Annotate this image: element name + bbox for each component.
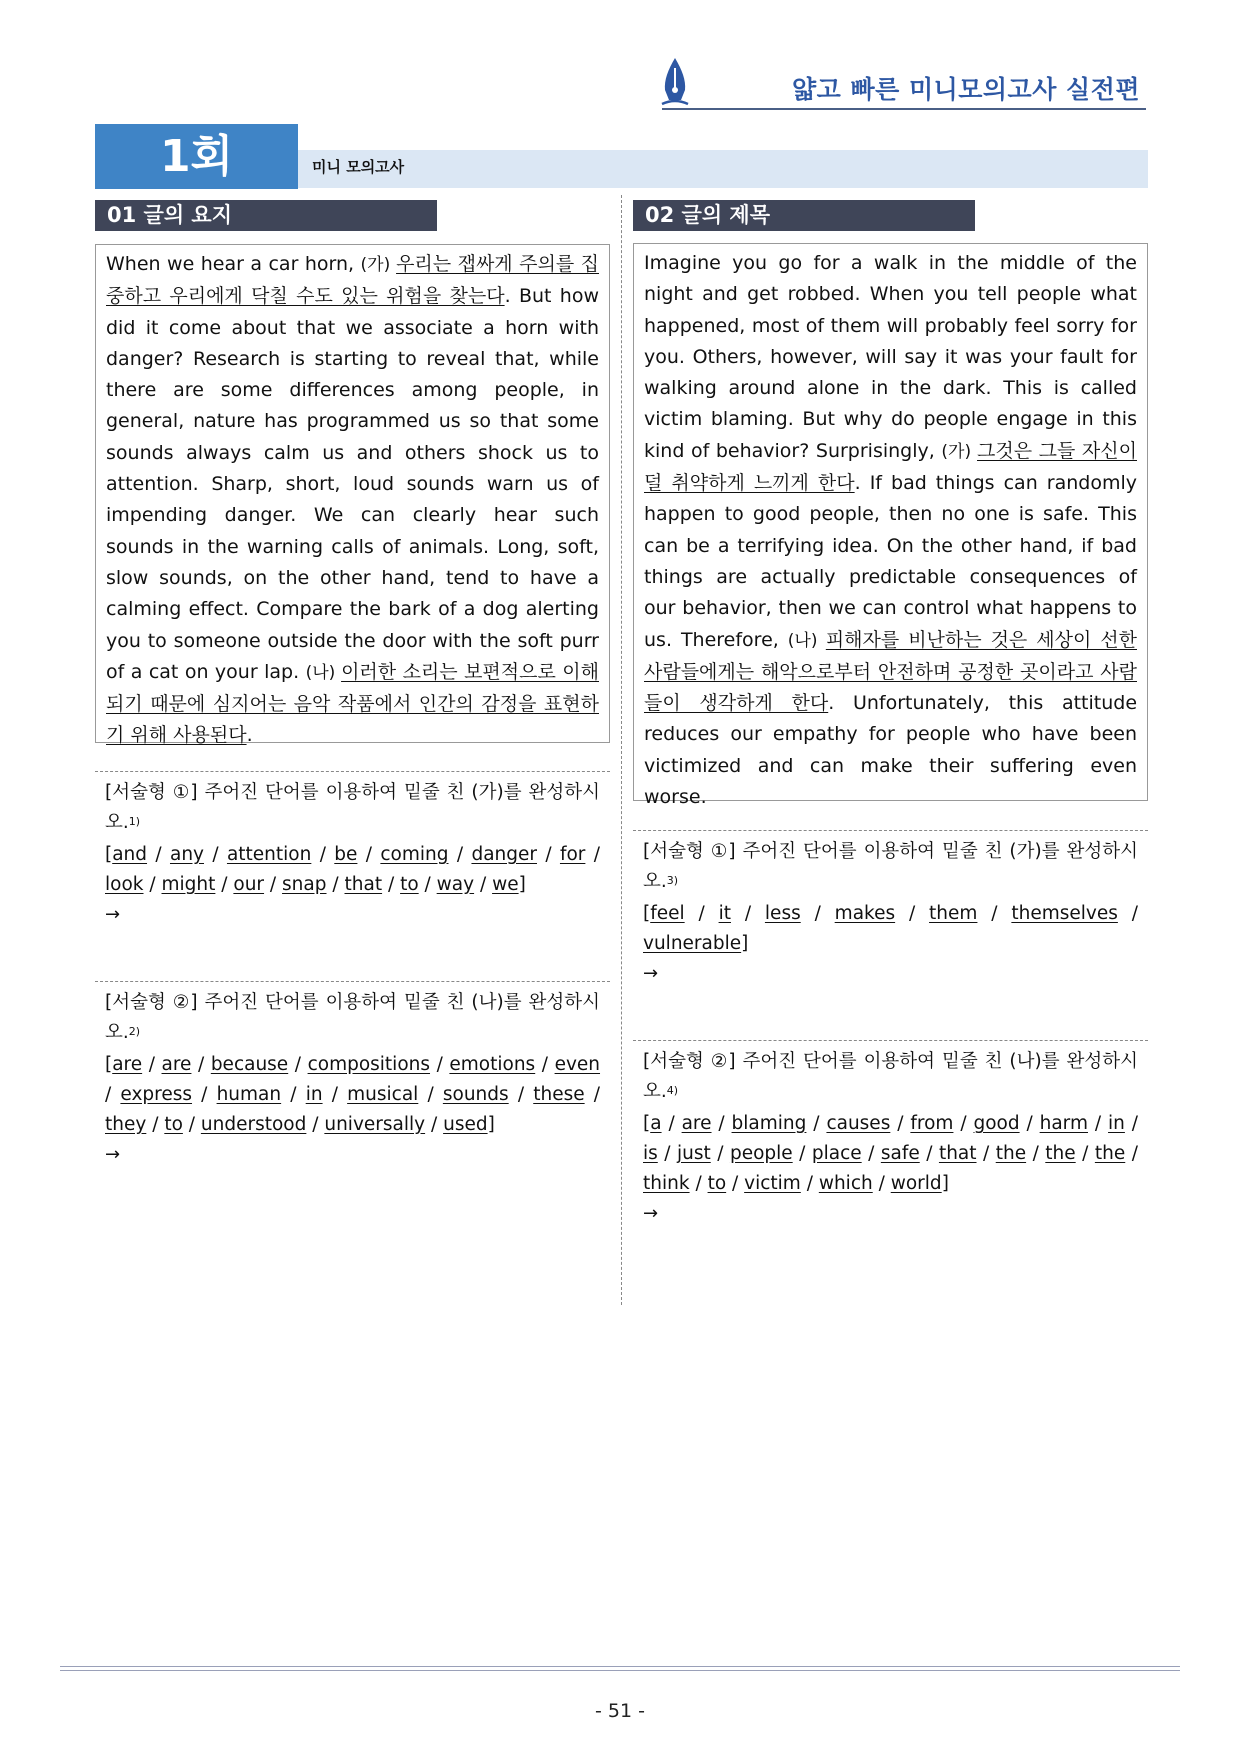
word-bank-item: from (910, 1113, 954, 1134)
word-bank-item: in (1108, 1113, 1125, 1134)
question-text: [서술형 ②] 주어진 단어를 이용하여 밑줄 친 (나)를 완성하시오. (643, 1051, 1138, 1102)
footer-divider (60, 1666, 1180, 1671)
word-bank-item: less (764, 903, 801, 924)
word-bank-item: victim (744, 1173, 801, 1194)
answer-arrow[interactable]: → (105, 904, 121, 925)
word-bank-item: are (161, 1054, 192, 1075)
word-bank-item: harm (1039, 1113, 1088, 1134)
word-bank-item: to (164, 1114, 183, 1135)
marker-ga: (가) (941, 441, 978, 462)
word-bank-item: and (112, 844, 148, 865)
word-bank-item: it (718, 903, 731, 924)
word-bank-item: any (169, 844, 204, 865)
round-label: 미니 모의고사 (312, 158, 405, 176)
word-bank-item: just (676, 1143, 711, 1164)
fountain-pen-nib-icon (660, 56, 690, 108)
underlined-part-na: 이러한 소리는 보편적으로 이해되기 때문에 심지어는 음악 작품에서 인간의 감정을 표현하기 위해 사용된다 (106, 660, 599, 747)
word-bank-item: understood (200, 1114, 307, 1135)
header-title: 얇고 빠른 미니모의고사 실전편 (791, 75, 1140, 104)
word-bank-item: causes (826, 1113, 891, 1134)
word-bank-item: because (210, 1054, 289, 1075)
word-bank-item: human (216, 1084, 282, 1105)
round-label-strip (298, 150, 1148, 188)
question-block (633, 1040, 1148, 1229)
word-bank-item: place (811, 1143, 862, 1164)
passage-text: When we hear a car horn, (106, 253, 361, 275)
word-bank-item: danger (471, 844, 537, 865)
word-bank-item: snap (282, 874, 327, 895)
word-bank-item: attention (226, 844, 312, 865)
marker-na: (나) (787, 630, 826, 651)
word-bank-item: is (643, 1143, 658, 1164)
passage-text: . (246, 724, 253, 747)
question-text: [서술형 ①] 주어진 단어를 이용하여 밑줄 친 (가)를 완성하시오. (105, 782, 600, 833)
section-heading-main-idea: 01 글의 요지 (95, 200, 437, 231)
word-bank-item: the (995, 1143, 1027, 1164)
word-bank-item: way (436, 874, 475, 895)
section-heading-title: 02 글의 제목 (633, 200, 975, 231)
marker-ga: (가) (360, 255, 397, 275)
word-bank-item: themselves (1011, 903, 1118, 924)
word-bank-item: for (559, 844, 586, 865)
word-bank-item: in (305, 1084, 323, 1105)
word-bank: [and / any / attention / be / coming / danger / for / look / might / our / snap / that / to / way / we] (105, 844, 600, 895)
word-bank-item: are (681, 1113, 712, 1134)
question-block (95, 981, 610, 1170)
question-block (95, 771, 610, 930)
word-bank-item: emotions (449, 1054, 536, 1075)
word-bank-item: think (643, 1173, 690, 1194)
word-bank-item: blaming (731, 1113, 807, 1134)
passage-text: . If bad things can randomly happen to good people, then no one is safe. This can be a terrifying idea. On the other hand, if bad things are actually predictable consequences of our behavior, then we can control what happens to us. Therefore, (644, 472, 1137, 651)
question-block (633, 830, 1148, 989)
word-bank-item: world (890, 1173, 942, 1194)
word-bank-item: might (161, 874, 216, 895)
underlined-part-na: 피해자를 비난하는 것은 세상이 선한 사람들에게는 해악으로부터 안전하며 공정한 곳이라고 사람들이 생각하게 한다 (644, 628, 1137, 715)
word-bank-item: the (1094, 1143, 1126, 1164)
question-text: [서술형 ①] 주어진 단어를 이용하여 밑줄 친 (가)를 완성하시오. (643, 841, 1138, 892)
word-bank-item: look (105, 874, 144, 895)
word-bank-item: used (443, 1114, 488, 1135)
word-bank-item: to (707, 1173, 727, 1194)
word-bank-item: good (973, 1113, 1020, 1134)
marker-na: (나) (305, 662, 342, 683)
footnote-marker: 1) (128, 815, 141, 828)
word-bank-item: that (938, 1143, 977, 1164)
answer-arrow[interactable]: → (643, 1203, 659, 1224)
word-bank: [are / are / because / compositions / emotions / even / express / human / in / musical / sounds / these / they / to / understood / universally / used] (105, 1054, 601, 1135)
word-bank-item: vulnerable (643, 933, 742, 954)
word-bank-item: safe (880, 1143, 920, 1164)
round-number-box: 1회 (95, 124, 298, 189)
underlined-part-ga: 우리는 잽싸게 주의를 집중하고 우리에게 닥칠 수도 있는 위험을 찾는다 (106, 253, 599, 308)
word-bank-item: express (120, 1084, 193, 1105)
passage-text: Imagine you go for a walk in the middle of the night and get robbed. When you tell people what happened, most of them will probably feel sorry for you. Others, however, will say it was your fault for walking around alone in the dark. This is called victim blaming. But why do people engage in this kind of behavior? Surprisingly, (644, 252, 1137, 462)
word-bank-item: a (650, 1113, 662, 1134)
word-bank-item: even (554, 1054, 601, 1075)
passage-text: . But how did it come about that we associate a horn with danger? Research is starting to reveal that, while there are some differences among people, in general, nature has programmed us so that some sounds always calm us and others shock us to attention. Sharp, short, loud sounds warn us of impending danger. We can clearly hear such sounds in the warning calls of animals. Long, soft, slow sounds, on the other hand, tend to have a calming effect. Compare the bark of a dog alerting you to someone outside the door with the soft purr of a cat on your lap. (106, 285, 599, 683)
underlined-part-ga: 그것은 그들 자신이 덜 취약하게 느끼게 한다 (644, 439, 1137, 495)
question-prompt (643, 837, 1138, 899)
word-bank-item: musical (347, 1084, 419, 1105)
page-number: - 51 - (595, 1700, 645, 1722)
word-bank-item: the (1045, 1143, 1076, 1164)
passage-main-idea (95, 244, 610, 747)
question-prompt (105, 778, 600, 840)
question-text: [서술형 ②] 주어진 단어를 이용하여 밑줄 친 (나)를 완성하시오. (105, 992, 600, 1043)
word-bank: [feel / it / less / makes / them / themselves / vulnerable] (643, 903, 1138, 954)
word-bank-item: sounds (442, 1084, 509, 1105)
footnote-marker: 4) (666, 1084, 679, 1097)
word-bank-item: people (729, 1143, 793, 1164)
answer-arrow[interactable]: → (643, 963, 659, 984)
word-bank-item: universally (324, 1114, 426, 1135)
word-bank-item: are (112, 1054, 143, 1075)
word-bank-item: be (334, 844, 358, 865)
word-bank-item: we (492, 874, 519, 895)
passage-text: . Unfortunately, this attitude reduces our empathy for people who have been victimized and can make their suffering even worse. (644, 692, 1138, 809)
word-bank-item: feel (650, 903, 685, 924)
word-bank-item: which (818, 1173, 873, 1194)
word-bank-item: these (533, 1084, 585, 1105)
column-divider (621, 195, 622, 1305)
word-bank-item: compositions (307, 1054, 431, 1075)
footnote-marker: 2) (128, 1025, 141, 1038)
question-prompt (105, 988, 600, 1050)
word-bank-item: them (929, 903, 978, 924)
word-bank-item: that (344, 874, 383, 895)
question-prompt (643, 1047, 1138, 1109)
word-bank-item: our (233, 874, 265, 895)
answer-arrow[interactable]: → (105, 1144, 121, 1165)
header-divider (662, 108, 1146, 110)
word-bank-item: to (400, 874, 419, 895)
word-bank-item: they (105, 1114, 147, 1135)
passage-title (633, 243, 1148, 809)
footnote-marker: 3) (666, 874, 679, 887)
word-bank: [a / are / blaming / causes / from / good / harm / in / is / just / people / place / safe / that / the / the / the / think / to / victim / which / world] (643, 1113, 1139, 1194)
word-bank-item: coming (380, 844, 449, 865)
word-bank-item: makes (834, 903, 896, 924)
